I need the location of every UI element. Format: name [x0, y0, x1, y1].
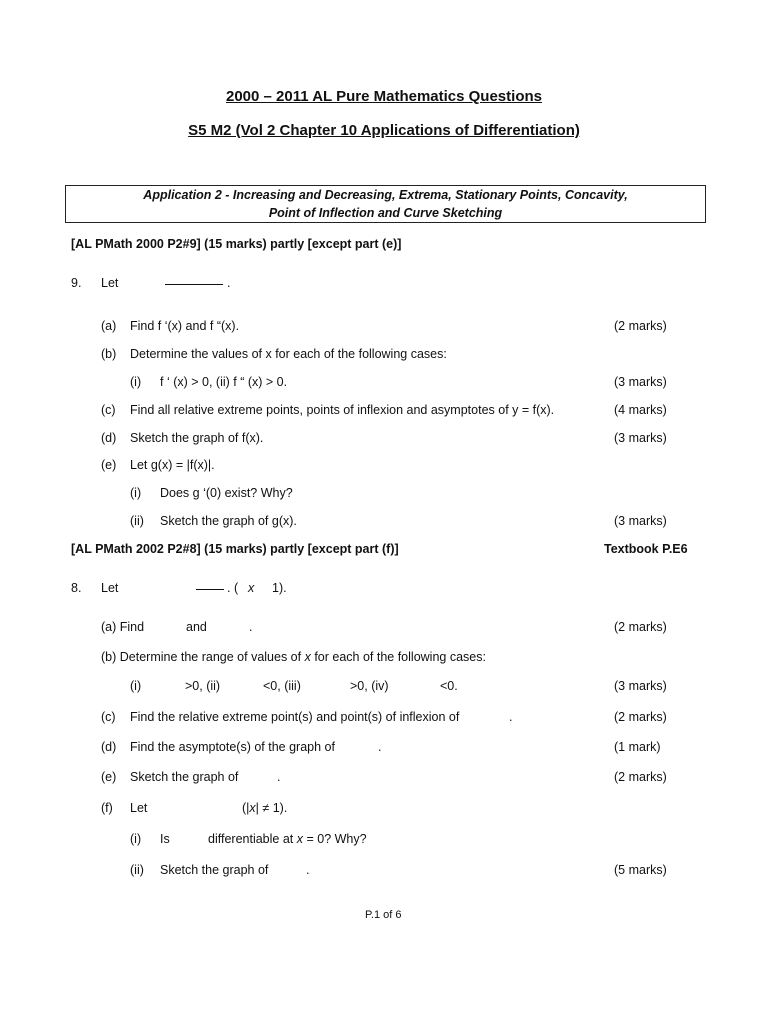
q8-part-f-let: Let — [130, 801, 148, 815]
q8-part-f-ii-text: Sketch the graph of — [160, 863, 269, 877]
part-b-i-label: (i) — [130, 375, 142, 389]
q8-part-f-i-is: Is — [160, 832, 170, 846]
topic-box — [65, 185, 706, 223]
q8-part-d-dot: . — [378, 740, 382, 754]
part-b-text: Determine the values of x for each of the following cases: — [130, 347, 447, 361]
part-e-text: Let g(x) = |f(x)|. — [130, 458, 215, 472]
q8-part-f-ii-dot: . — [306, 863, 310, 877]
q8-part-d-marks: (1 mark) — [614, 740, 661, 754]
fraction-bar-9 — [165, 284, 223, 285]
q8-part-e-text: Sketch the graph of — [130, 770, 239, 784]
q8-case-4: <0. — [440, 679, 458, 693]
let-label-9: Let — [101, 276, 119, 290]
q8-part-d-text: Find the asymptote(s) of the graph of — [130, 740, 335, 754]
q8-part-f-i-text — [208, 832, 367, 846]
q8-part-c-text: Find the relative extreme point(s) and point(s) of inflexion of — [130, 710, 460, 724]
q8-part-b-text — [101, 650, 486, 664]
q8-part-e-marks: (2 marks) — [614, 770, 667, 784]
q8-part-f-ii-marks: (5 marks) — [614, 863, 667, 877]
q8-part-b-lead: (b) Determine the range of values of — [101, 650, 302, 664]
q8-part-f-i-rest: = 0? Why? — [306, 832, 367, 846]
q8-case-2: <0, (iii) — [263, 679, 301, 693]
part-d-label: (d) — [101, 431, 117, 445]
q8-part-f-i-x: x — [296, 832, 303, 846]
part-c-marks: (4 marks) — [614, 403, 667, 417]
part-d-text: Sketch the graph of f(x). — [130, 431, 264, 445]
page-subtitle: S5 M2 (Vol 2 Chapter 10 Applications of Differentiation) — [188, 122, 580, 139]
q8-part-b-x: x — [304, 650, 311, 664]
condition-close-8: 1). — [272, 581, 287, 595]
question-number-8: 8. — [71, 581, 82, 595]
q8-part-d-label: (d) — [101, 740, 117, 754]
part-a-marks: (2 marks) — [614, 319, 667, 333]
condition-x-8: x — [248, 581, 255, 595]
q8-part-a-dot: . — [249, 620, 253, 634]
q8-part-f-condition — [242, 801, 287, 815]
q8-part-c-label: (c) — [101, 710, 116, 724]
part-e-i-label: (i) — [130, 486, 142, 500]
q8-part-a-marks: (2 marks) — [614, 620, 667, 634]
part-a-label: (a) — [101, 319, 117, 333]
part-d-marks: (3 marks) — [614, 431, 667, 445]
condition-open-8: . ( — [227, 581, 239, 595]
let-dot-9: . — [227, 276, 231, 290]
q8-part-f-i-lead: differentiable at — [208, 832, 294, 846]
part-b-label: (b) — [101, 347, 117, 361]
q8-part-b-rest: for each of the following cases: — [314, 650, 486, 664]
let-label-8: Let — [101, 581, 119, 595]
part-e-ii-marks: (3 marks) — [614, 514, 667, 528]
q8-part-f-cond-x: x — [249, 801, 256, 815]
q8-part-b-marks: (3 marks) — [614, 679, 667, 693]
part-e-ii-text: Sketch the graph of g(x). — [160, 514, 297, 528]
question-heading-2002: [AL PMath 2002 P2#8] (15 marks) partly [except part (f)] — [71, 542, 399, 556]
q8-part-f-i-label: (i) — [130, 832, 142, 846]
part-c-text: Find all relative extreme points, points of inflexion and asymptotes of y = f(x). — [130, 403, 555, 417]
part-e-label: (e) — [101, 458, 117, 472]
topic-line-2: Point of Inflection and Curve Sketching — [268, 206, 503, 220]
q8-part-f-cond-close: | ≠ 1). — [255, 801, 288, 815]
part-c-label: (c) — [101, 403, 116, 417]
q8-part-f-label: (f) — [101, 801, 113, 815]
textbook-reference: Textbook P.E6 — [604, 542, 688, 556]
q8-case-1: >0, (ii) — [185, 679, 221, 693]
part-b-i-marks: (3 marks) — [614, 375, 667, 389]
q8-part-a-and: and — [186, 620, 207, 634]
q8-part-e-dot: . — [277, 770, 281, 784]
page-number: P.1 of 6 — [365, 909, 402, 921]
q8-part-f-ii-label: (ii) — [130, 863, 144, 877]
fraction-bar-8 — [196, 589, 224, 590]
part-e-i-text: Does g ‘(0) exist? Why? — [160, 486, 293, 500]
page-title: 2000 – 2011 AL Pure Mathematics Questions — [226, 88, 542, 105]
part-a-text: Find f ‘(x) and f “(x). — [130, 319, 240, 333]
part-b-i-text: f ‘ (x) > 0, (ii) f “ (x) > 0. — [160, 375, 288, 389]
q8-part-c-marks: (2 marks) — [614, 710, 667, 724]
q8-part-b-i-label: (i) — [130, 679, 142, 693]
topic-line-1: Application 2 - Increasing and Decreasing, Extrema, Stationary Points, Concavity, — [143, 188, 628, 202]
part-e-ii-label: (ii) — [130, 514, 144, 528]
q8-part-c-dot: . — [509, 710, 513, 724]
q8-part-f-cond-open: (| — [242, 801, 250, 815]
q8-part-a-text: (a) Find — [101, 620, 145, 634]
question-heading-2000: [AL PMath 2000 P2#9] (15 marks) partly [except part (e)] — [71, 237, 402, 251]
question-number-9: 9. — [71, 276, 82, 290]
q8-part-e-label: (e) — [101, 770, 117, 784]
q8-case-3: >0, (iv) — [350, 679, 389, 693]
